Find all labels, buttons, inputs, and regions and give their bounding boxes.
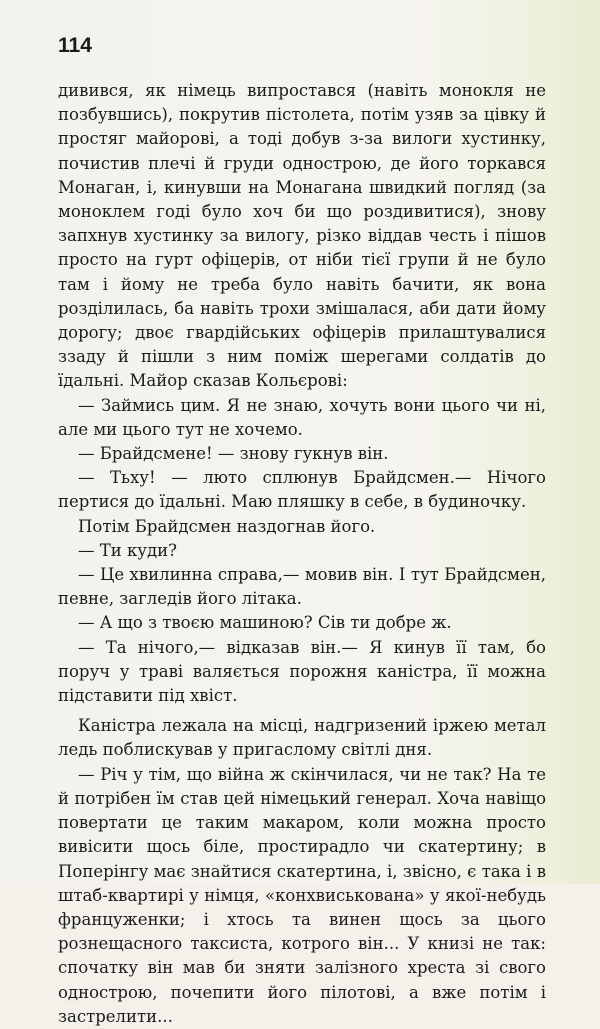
paragraph: — А що з твоєю машиною? Сів ти добре ж. — [78, 613, 452, 633]
paragraph: Потім Брайдсмен наздогнав його. — [78, 516, 376, 536]
paragraph: — Тьху! — люто сплюнув Брайдсмен.— Нічого пертися до їдальні. Маю пляшку в себе, в будиночку. — [58, 468, 546, 512]
paragraph: — Займись цим. Я не знаю, хочуть вони цього чи ні, але ми цього тут не хочемо. — [58, 395, 546, 439]
paragraph: Каністра лежала на місці, надгризений іржею метал ледь поблискував у пригаслому світлі дня. — [58, 716, 546, 760]
paragraph: — Та нічого,— відказав він.— Я кинув її там, бо поруч у траві валяється порожня каністра, її можна підставити під хвіст. — [58, 637, 546, 706]
page-number: 114 — [58, 34, 92, 57]
paragraph: — Брайдсмене! — знову гукнув він. — [78, 444, 389, 464]
paragraph: дивився, як німець випростався (навіть монокля не позбувшись), покрутив пістолета, потім узяв за цівку й простяг майорові, а тоді добув з-за вилоги хустинку, почистив плечі й груди однострою, де його торкався Монаган, і, кинувши на Монагана швидкий погляд (за моноклем годі було хоч би що роздивитися), знову запхнув хустинку за вилогу, різко віддав честь і пішов просто на гурт офіцерів, от ніби тієї групи й не було там і йому не треба було навіть бачити, як вона розділилась, ба навіть трохи змішалася, аби дати йому дорогу; двоє гвардійських офіцерів прилаштувалися ззаду й пішли з ним поміж шерегами солдатів до їдальні. Майор сказав Кольєрові: — [58, 81, 546, 391]
body-text — [58, 79, 546, 1029]
paragraph: — Це хвилинна справа,— мовив він. І тут Брайдсмен, певне, загледів його літака. — [58, 565, 546, 609]
paragraph: — Ти куди? — [78, 540, 178, 560]
paragraph: — Річ у тім, що війна ж скінчилася, чи не так? На те й потрібен їм став цей німецький генерал. Хоча навіщо повертати це таким макаром, коли можна просто вивісити щось біле, простирадло чи скатертину; в Поперінгу має знайтися скатертина, і, звісно, є така і в штаб-квартирі у німця, «конхвиськована» у якої-небудь француженки; і хтось та винен щось за цього рознещасного таксиста, котрого він... У книзі не так: спочатку він мав би зняти залізного хреста зі свого однострою, почепити його пілотові, а вже потім і застрелити... — [58, 764, 546, 1026]
